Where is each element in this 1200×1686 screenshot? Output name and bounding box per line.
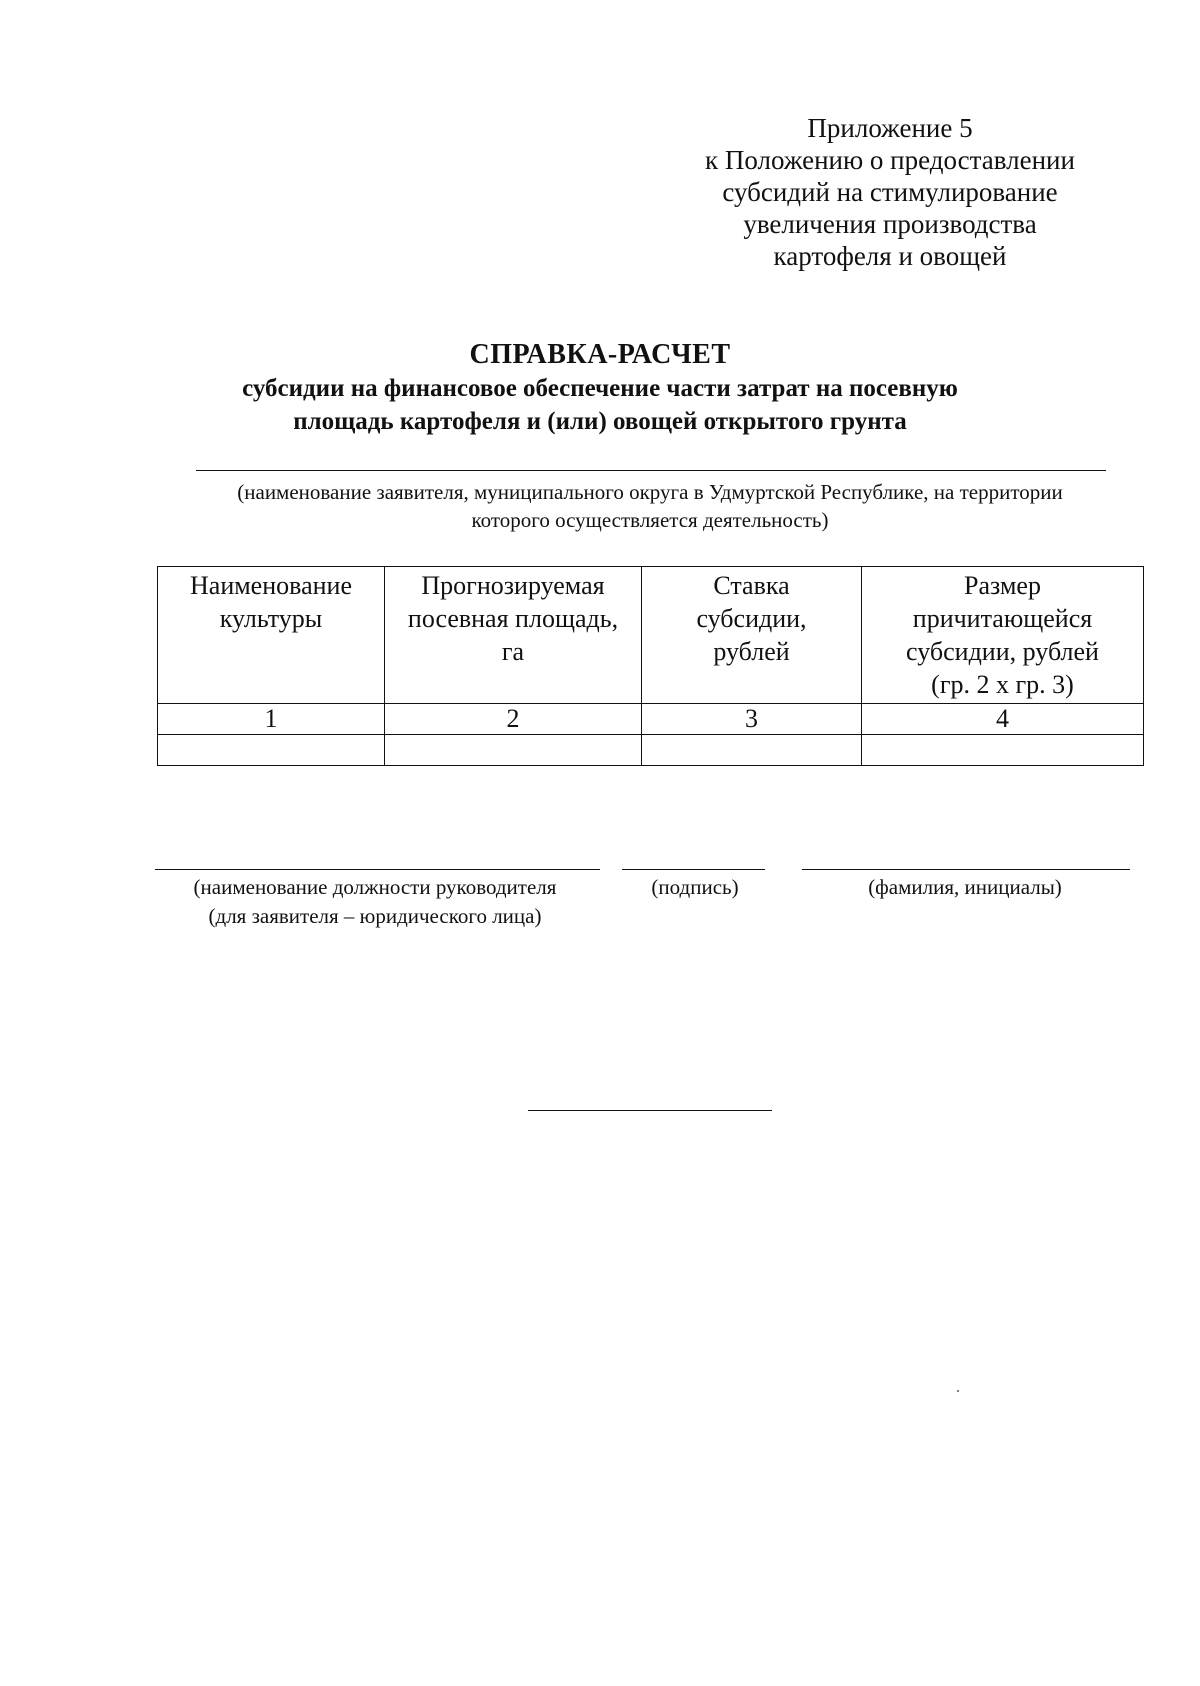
appendix-line: к Положению о предоставлении	[705, 145, 1075, 175]
header-line: культуры	[219, 604, 323, 633]
crop-name-cell[interactable]	[158, 735, 385, 766]
header-line: рублей	[713, 637, 790, 666]
name-signature-line[interactable]	[802, 869, 1130, 870]
scan-speck	[957, 1390, 959, 1392]
header-line: причитающейся	[912, 604, 1093, 633]
column-header-subsidy-rate	[642, 567, 862, 704]
position-signature-line[interactable]	[155, 869, 600, 870]
position-caption	[140, 873, 610, 931]
header-line: Размер	[964, 571, 1041, 600]
column-number: 2	[385, 704, 642, 735]
title-block	[100, 338, 1100, 438]
appendix-header	[650, 112, 1130, 272]
table-row	[158, 735, 1144, 766]
signature-caption: (подпись)	[651, 875, 739, 899]
appendix-line: субсидий на стимулирование	[722, 177, 1058, 207]
column-number: 4	[862, 704, 1144, 735]
table-header-row	[158, 567, 1144, 704]
column-number: 1	[158, 704, 385, 735]
applicant-caption-line: (наименование заявителя, муниципального округа в Удмуртской Республике, на территории	[237, 480, 1063, 504]
header-line: Ставка	[713, 571, 790, 600]
document-title: СПРАВКА-РАСЧЕТ	[469, 339, 731, 370]
header-line: субсидии, рублей	[906, 637, 1099, 666]
header-line: га	[501, 637, 525, 666]
end-divider	[528, 1110, 772, 1111]
document-subtitle-line: субсидии на финансовое обеспечение части затрат на посевную	[242, 375, 958, 402]
appendix-line: Приложение 5	[807, 113, 973, 143]
appendix-line: увеличения производства	[743, 209, 1037, 239]
signature-line[interactable]	[622, 869, 765, 870]
column-number-row	[158, 704, 1144, 735]
header-line: посевная площадь,	[407, 604, 619, 633]
column-header-crop-name	[158, 567, 385, 704]
position-caption-line: (наименование должности руководителя	[193, 875, 557, 899]
column-number: 3	[642, 704, 862, 735]
applicant-caption-line: которого осуществляется деятельность)	[471, 508, 829, 532]
applicant-caption	[150, 478, 1150, 534]
sowing-area-cell[interactable]	[385, 735, 642, 766]
header-line: Прогнозируемая	[421, 571, 605, 600]
header-line: субсидии,	[696, 604, 807, 633]
calculation-table	[157, 566, 1144, 766]
applicant-name-line[interactable]	[196, 470, 1106, 471]
name-caption: (фамилия, инициалы)	[868, 875, 1062, 899]
header-line: (гр. 2 х гр. 3)	[931, 670, 1074, 699]
subsidy-amount-cell[interactable]	[862, 735, 1144, 766]
column-header-subsidy-amount	[862, 567, 1144, 704]
document-subtitle-line: площадь картофеля и (или) овощей открытого грунта	[293, 408, 907, 435]
column-header-sowing-area	[385, 567, 642, 704]
appendix-line: картофеля и овощей	[773, 241, 1007, 271]
header-line: Наименование	[190, 571, 352, 600]
subsidy-rate-cell[interactable]	[642, 735, 862, 766]
position-caption-line: (для заявителя – юридического лица)	[208, 904, 542, 928]
